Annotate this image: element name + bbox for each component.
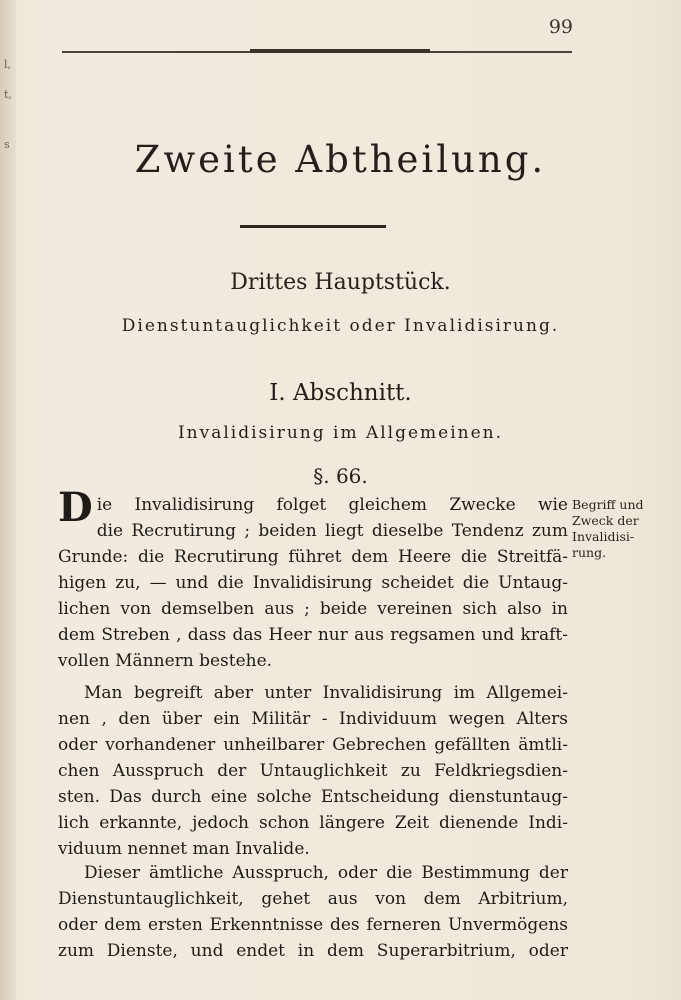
text-line: Dieser ämtliche Ausspruch, oder die Bestimmung der (84, 863, 568, 883)
drop-cap: D (58, 484, 93, 531)
gutter-mark: t, (4, 88, 12, 101)
section-divider (240, 225, 386, 228)
margin-note-line: Invalidisi- (572, 529, 635, 544)
text-line: chen Ausspruch der Untauglichkeit zu Feldkriegsdien- (58, 761, 568, 781)
gutter-mark: l, (4, 58, 12, 71)
paragraph-2 (58, 680, 568, 862)
abschnitt-title: I. Abschnitt. (269, 380, 412, 406)
section-title: Zweite Abtheilung. (134, 138, 547, 181)
text-line: zum Dienste, und endet in dem Superarbitrium, oder (58, 941, 568, 961)
paragraph-mark: §. 66. (313, 464, 368, 488)
text-line: ie Invalidisirung folget gleichem Zwecke wie (96, 495, 568, 515)
text-line: oder vorhandener unheilbarer Gebrechen gefällten ämtli- (58, 735, 568, 755)
abschnitt-subtitle: Invalidisirung im Allgemeinen. (177, 423, 504, 443)
chapter-title: Drittes Hauptstück. (230, 270, 451, 295)
text-line: viduum nennet man Invalide. (58, 839, 310, 859)
text-line: Dienstuntauglichkeit, gehet aus von dem Arbitrium, (58, 889, 568, 909)
text-line: Grunde: die Recrutirung führet dem Heere die Streitfä- (58, 547, 568, 567)
text-line: sten. Das durch eine solche Entscheidung dienstuntaug- (58, 787, 568, 807)
paragraph-1 (58, 484, 568, 674)
chapter-subtitle: Dienstuntauglichkeit oder Invalidisirung. (121, 316, 560, 336)
margin-note-line: Zweck der (572, 513, 639, 528)
text-line: die Recrutirung ; beiden liegt dieselbe Tendenz zum (96, 521, 568, 541)
margin-note-line: rung. (572, 545, 607, 560)
text-line: higen zu, — und die Invalidisirung scheidet die Untaug- (58, 573, 568, 593)
gutter-mark: s (4, 138, 10, 151)
text-line: dem Streben , dass das Heer nur aus regsamen und kraft- (58, 625, 568, 645)
text-line: lichen von demselben aus ; beide vereinen sich also in (58, 599, 568, 619)
text-line: vollen Männern bestehe. (58, 651, 273, 671)
text-line: Man begreift aber unter Invalidisirung im Allgemei- (84, 683, 568, 703)
paragraph-3 (58, 860, 568, 964)
text-line: lich erkannte, jedoch schon längere Zeit dienende Indi- (58, 813, 568, 833)
text-line: oder dem ersten Erkenntnisse des ferneren Unvermögens (58, 915, 568, 935)
text-line: nen , den über ein Militär - Individuum wegen Alters (58, 709, 568, 729)
margin-note-line: Begriff und (572, 497, 644, 512)
page-number: 99 (548, 16, 573, 38)
margin-note (572, 497, 672, 561)
header-rule-ornament (250, 49, 430, 53)
